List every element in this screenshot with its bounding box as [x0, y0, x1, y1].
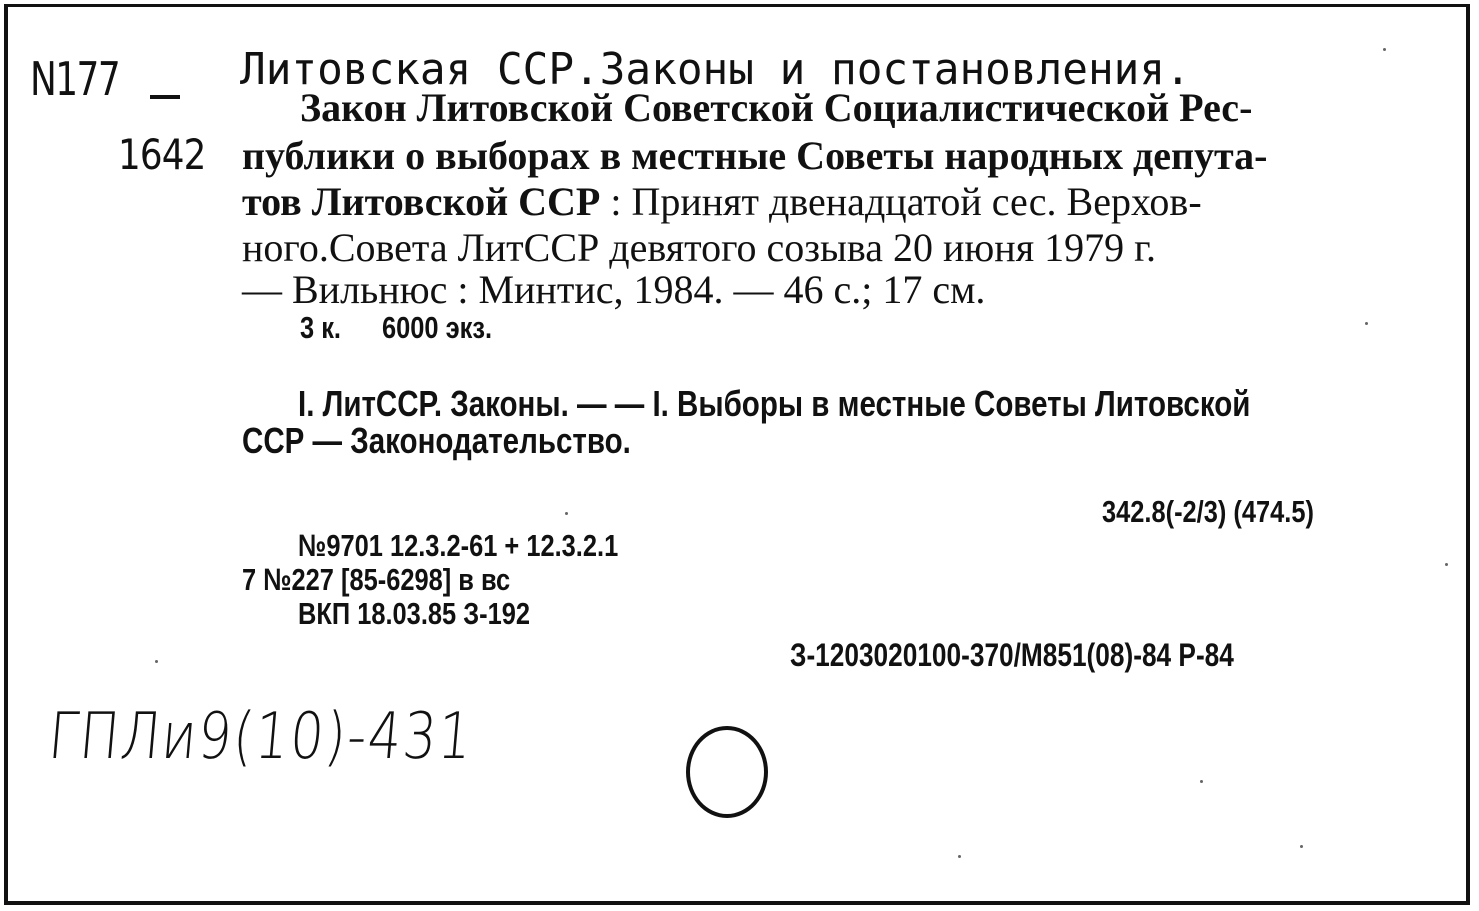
- isbn-line: З-1203020100-370/М851(08)-84 Р-84: [790, 637, 1234, 673]
- accession-number-2: 1642: [118, 130, 206, 179]
- subjects-line-1: I. ЛитССР. Законы. — — I. Выборы в местные Советы Литовской: [298, 383, 1251, 424]
- title-line-1: Закон Литовской Советской Социалистической Рес-: [300, 85, 1253, 130]
- title-line-2: публики о выборах в местные Советы народных депута-: [242, 133, 1268, 178]
- paper-speck: [1365, 322, 1368, 325]
- accession-number: N177: [30, 52, 120, 106]
- publication-line: — Вильнюс : Минтис, 1984. — 46 с.; 17 см.: [242, 267, 986, 312]
- card-heading: Литовская ССР.Законы и постановления.: [240, 44, 1191, 95]
- title-line-4: ного.Совета ЛитССР девятого созыва 20 июня 1979 г.: [242, 225, 1157, 270]
- tech-line-2: 7 №227 [85-6298] в вс: [242, 562, 511, 597]
- paper-speck: [1300, 845, 1303, 848]
- handwritten-dash: [150, 95, 180, 99]
- title-line-3-rest: : Принят двенадцатой сес. Верхов-: [600, 179, 1202, 224]
- paper-speck: [958, 855, 961, 858]
- shelf-mark: ГПЛи9(10)-431: [45, 700, 477, 774]
- tech-line-1: №9701 12.3.2-61 + 12.3.2.1: [298, 528, 619, 563]
- price-line: [300, 310, 492, 346]
- circle-stamp: [686, 726, 768, 818]
- subjects-line-2: ССР — Законодательство.: [242, 420, 631, 461]
- title-line-3: [242, 178, 1202, 226]
- price: 3 к.: [300, 310, 341, 345]
- title-line-3-bold: тов Литовской ССР: [242, 179, 601, 224]
- paper-speck: [1383, 48, 1386, 51]
- tech-line-3: ВКП 18.03.85 З-192: [298, 596, 531, 631]
- paper-speck: [1200, 780, 1203, 783]
- paper-speck: [565, 512, 568, 515]
- paper-speck: [155, 660, 158, 663]
- classification-number: 342.8(-2/3) (474.5): [1102, 494, 1314, 529]
- copies: 6000 экз.: [381, 310, 493, 345]
- paper-speck: [1445, 563, 1448, 566]
